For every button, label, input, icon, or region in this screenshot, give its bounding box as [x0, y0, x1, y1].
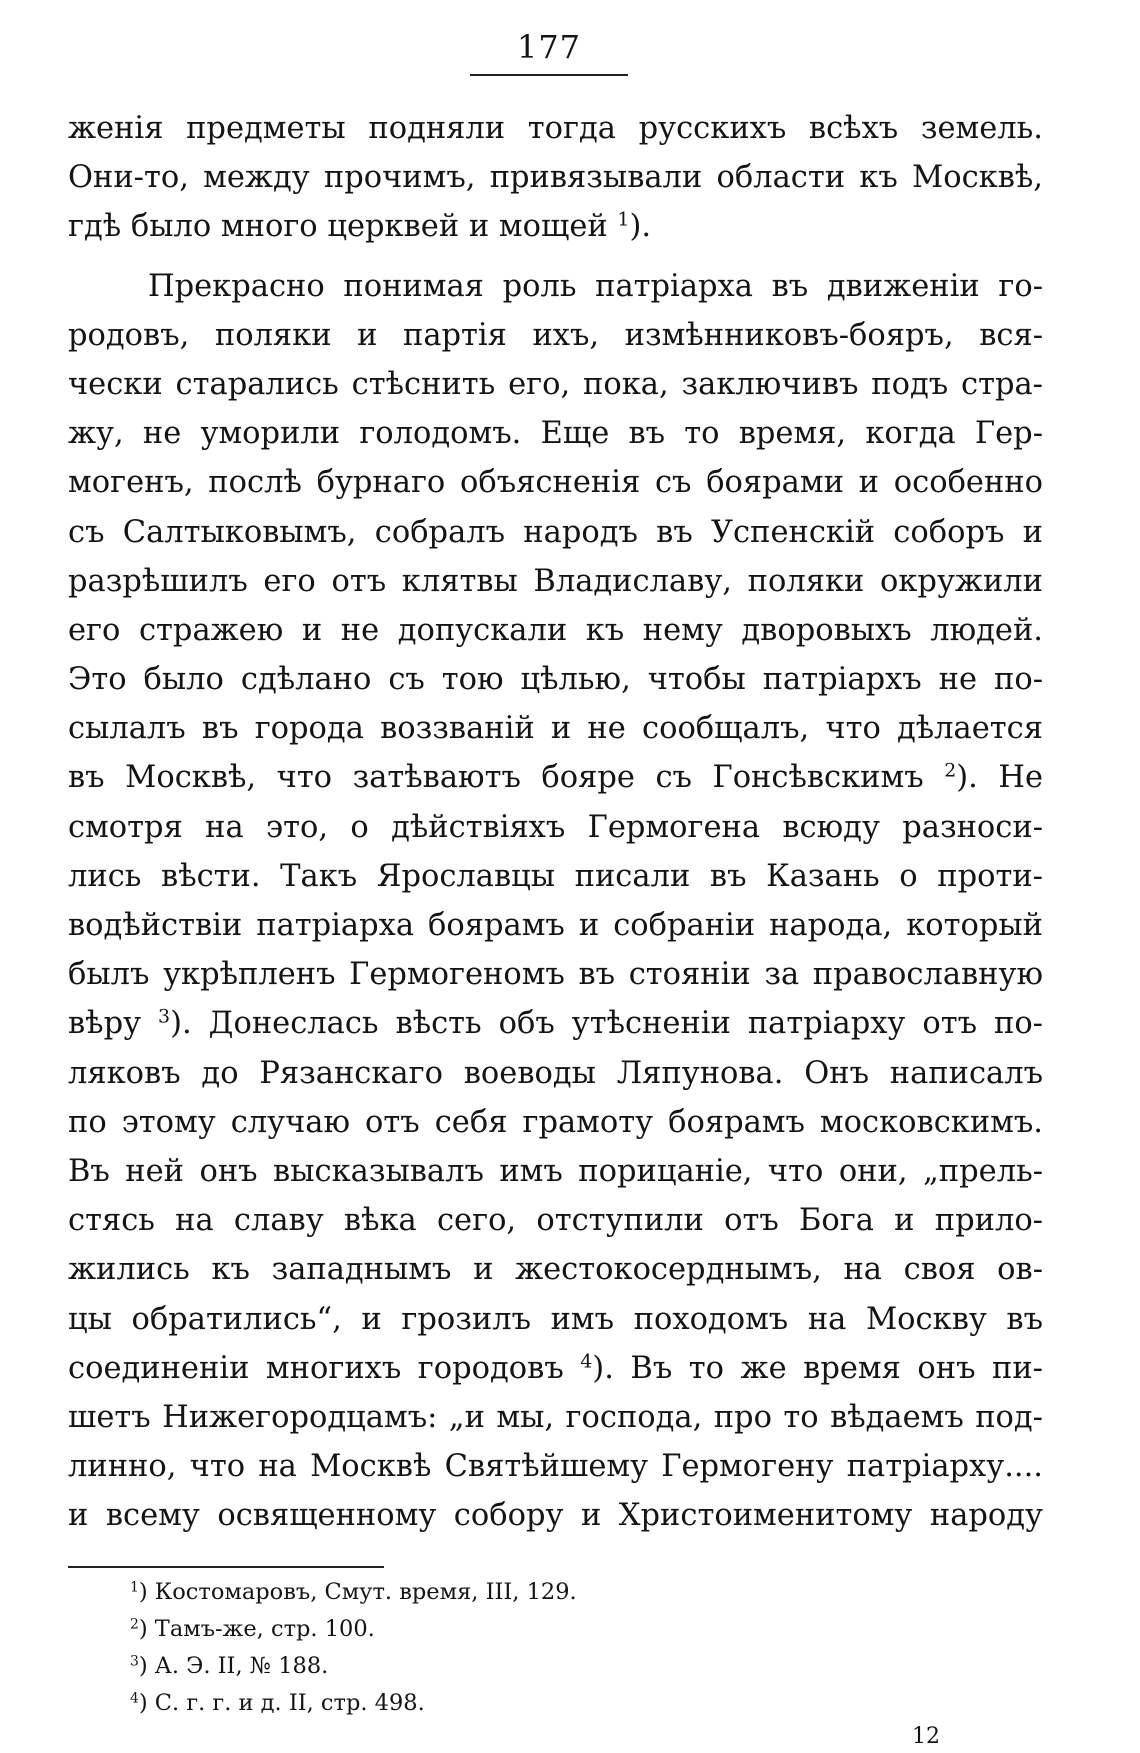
text-line: съ Салтыковымъ, собралъ народъ въ Успенскій соборъ и: [68, 514, 1043, 550]
text-line: родовъ, поляки и партія ихъ, измѣнниковъ-бояръ, вся-: [68, 317, 1043, 353]
text-line: женія предметы подняли тогда русскихъ всѣхъ земель.: [68, 111, 1043, 146]
text-line: жились къ западнымъ и жестокосерднымъ, на своя ов-: [68, 1252, 1043, 1288]
page-number: 177: [516, 28, 582, 66]
text-line: жу, не уморили голодомъ. Еще въ то время, когда Гер-: [68, 416, 1043, 452]
footnote-mark: 4: [130, 1690, 139, 1707]
text-line: смотря на это, о дѣйствіяхъ Гермогена всюду разноси-: [68, 809, 1043, 845]
text-line: его стражею и не допускали къ нему дворовыхъ людей.: [68, 612, 1043, 648]
text-line: могенъ, послѣ бурнаго объясненія съ боярами и особенно: [68, 465, 1043, 501]
text-line: вѣру $^3$). Донеслась вѣсть объ утѣсненіи патріарху отъ по-: [68, 1005, 1043, 1042]
text-line: лись вѣсти. Такъ Ярославцы писали въ Казань о проти-: [68, 858, 1043, 894]
text-line: стясь на славу вѣка сего, отступили отъ Бога и прило-: [68, 1203, 1043, 1239]
text-line: Прекрасно понимая роль патріарха въ движеніи го-: [148, 268, 1043, 304]
footnote-item: $^2$) Тамъ-же, стр. 100.: [130, 1616, 375, 1642]
text-line: былъ укрѣпленъ Гермогеномъ въ стояніи за православную: [68, 957, 1043, 993]
text-line: по этому случаю отъ себя грамоту боярамъ московскимъ.: [68, 1104, 1043, 1140]
footnote-ref: 1: [617, 208, 630, 231]
text-line: разрѣшилъ его отъ клятвы Владиславу, поляки окружили: [68, 563, 1043, 599]
footnote-mark: 1: [130, 1579, 139, 1596]
text-line: соединеніи многихъ городовъ $^4$). Въ то же время онъ пи-: [68, 1350, 1043, 1386]
text-line: ляковъ до Рязанскаго воеводы Ляпунова. Онъ написалъ: [68, 1055, 1043, 1091]
header-rule: [470, 74, 628, 76]
footnote-ref: 4: [580, 1350, 593, 1373]
text-line: сылалъ въ города воззваній и не сообщалъ, что дѣлается: [68, 711, 1043, 747]
text-line: и всему освященному собору и Христоименитому народу: [68, 1498, 1043, 1534]
text-line: шетъ Нижегородцамъ: „и мы, господа, про то вѣдаемъ под-: [68, 1399, 1043, 1435]
footnote-rule: [68, 1566, 384, 1568]
footnote-ref: 3: [158, 1005, 171, 1028]
text-line: цы обратились“, и грозилъ имъ походомъ на Москву въ: [68, 1301, 1043, 1337]
text-line: чески старались стѣснить его, пока, заключивъ подъ стра-: [68, 366, 1043, 402]
footnote-mark: 2: [130, 1616, 139, 1633]
footnotes: [130, 1574, 577, 1722]
footnote-mark: 3: [130, 1653, 139, 1670]
footnote-item: $^3$) А. Э. II, № 188.: [130, 1653, 329, 1679]
body-text: [68, 104, 1043, 1540]
text-line: гдѣ было много церквей и мощей $^1$).: [68, 208, 652, 245]
text-line: линно, что на Москвѣ Святѣйшему Гермогену патріарху....: [68, 1449, 1043, 1485]
signature-mark: 12: [912, 1724, 940, 1749]
footnote-item: $^4$) С. г. г. и д. II, стр. 498.: [130, 1690, 425, 1716]
footnote-item: $^1$) Костомаровъ, Смут. время, III, 129.: [130, 1579, 577, 1605]
text-line: Они-то, между прочимъ, привязывали области къ Москвѣ,: [68, 160, 1043, 196]
text-line: Въ ней онъ высказывалъ имъ порицаніе, что они, „прель-: [68, 1153, 1043, 1189]
text-line: Это было сдѣлано съ тою цѣлью, чтобы патріархъ не по-: [68, 662, 1043, 698]
footnote-ref: 2: [944, 760, 957, 783]
text-line: водѣйствіи патріарха боярамъ и собраніи народа, который: [68, 908, 1043, 943]
text-line: въ Москвѣ, что затѣваютъ бояре съ Гонсѣвскимъ $^2$). Не: [68, 760, 1043, 796]
